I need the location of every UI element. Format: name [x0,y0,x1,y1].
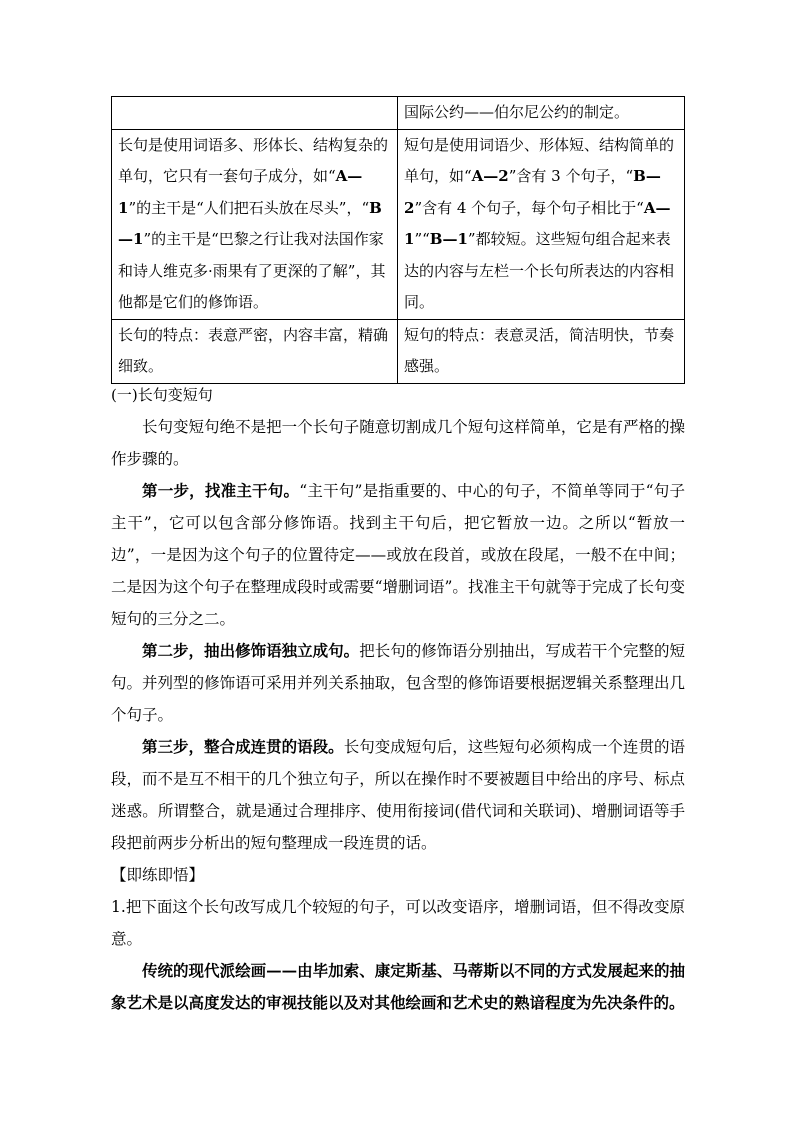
main-text [111,379,685,1019]
table-row [112,129,685,319]
table-row [112,319,685,383]
step2-paragraph: 第二步，抽出修饰语独立成句。把长句的修饰语分别抽出，写成若干个完整的短句。并列型的修饰语可采用并列关系抽取，包含型的修饰语要根据逻辑关系整理出几个句子。 [111,641,685,724]
comparison-table [111,96,685,384]
practice-question: 1.把下面这个长句改写成几个较短的句子，可以改变语序，增删词语，但不得改变原意。 [111,898,685,948]
table-cell-empty [112,97,398,130]
long-sentence-cell: 长句是使用词语多、形体长、结构复杂的单句，它只有一套句子成分，如“A—1”的主干是“人们把石头放在尽头”，“B—1”的主干是“巴黎之行让我对法国作家和诗人维克多·雨果有了更深的了解”，其他都是它们的修饰语。 [112,129,398,319]
step1-paragraph: 第一步，找准主干句。“主干句”是指重要的、中心的句子，不简单等同于“句子主干”，它可以包含部分修饰语。找到主干句后，把它暂放一边。之所以“暂放一边”，一是因为这个句子的位置待定——或放在段首，或放在段尾，一般不在中间；二是因为这个句子在整理成段时或需要“增删词语”。找准主干句就等于完成了长句变短句的三分之二。 [111,481,685,628]
short-sentence-cell: 短句是使用词语少、形体短、结构简单的单句，如“A—2”含有 3 个句子，“B—2”含有 4 个句子，每个句子相比于“A—1”“B—1”都较短。这些短句组合起来表达的内容与左栏一个长句所表达的内容相同。 [398,129,685,319]
table-row [112,97,685,130]
section-heading: (一)长句变短句 [111,386,213,404]
short-sentence-features: 短句的特点：表意灵活，简洁明快，节奏感强。 [398,319,685,383]
table-cell: 国际公约——伯尔尼公约的制定。 [398,97,685,130]
long-sentence-features: 长句的特点：表意严密，内容丰富，精确细致。 [112,319,398,383]
practice-sentence: 传统的现代派绘画——由毕加索、康定斯基、马蒂斯以不同的方式发展起来的抽象艺术是以高度发达的审视技能以及对其他绘画和艺术史的熟谙程度为先决条件的。 [111,961,685,1012]
practice-heading: 【即练即悟】 [111,866,205,884]
intro-paragraph: 长句变短句绝不是把一个长句子随意切割成几个短句这样简单，它是有严格的操作步骤的。 [111,418,685,468]
step3-paragraph: 第三步，整合成连贯的语段。长句变成短句后，这些短句必须构成一个连贯的语段，而不是互不相干的几个独立句子，所以在操作时不要被题目中给出的序号、标点迷惑。所谓整合，就是通过合理排序、使用衔接词(借代词和关联词)、增删词语等手段把前两步分析出的短句整理成一段连贯的话。 [111,737,685,852]
